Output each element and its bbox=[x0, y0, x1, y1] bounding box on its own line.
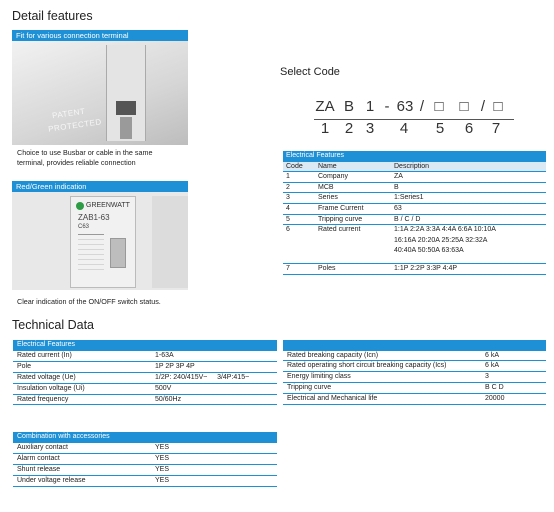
cell-label: Pole bbox=[17, 362, 32, 370]
breaker-photo bbox=[12, 192, 188, 290]
table-row bbox=[283, 383, 546, 394]
cell-code: 6 bbox=[286, 226, 290, 234]
desc-line: 1:1A 2:2A 3:3A 4:4A 6:6A 10:10A bbox=[394, 226, 496, 234]
select-code-positions bbox=[312, 120, 506, 137]
table-row bbox=[283, 172, 546, 183]
cell-label: Rated voltage (Ue) bbox=[17, 373, 76, 381]
cell-label: Rated operating short circuit breaking capacity (Ics) bbox=[287, 362, 447, 370]
table-title: Electrical Features bbox=[13, 340, 277, 350]
cell-description: B bbox=[394, 183, 399, 191]
code-token: □ bbox=[459, 98, 469, 115]
cell-value: 500V bbox=[155, 384, 172, 392]
table-row bbox=[283, 203, 546, 214]
code-token: / bbox=[419, 98, 425, 115]
table-row bbox=[13, 464, 277, 475]
table-row bbox=[13, 475, 277, 486]
cell-value: 1P 2P 3P 4P bbox=[155, 362, 195, 370]
table-row bbox=[13, 453, 277, 464]
table-row bbox=[283, 361, 546, 372]
cell-name: Company bbox=[318, 173, 348, 181]
table-row bbox=[283, 350, 546, 361]
cell-description: 1:1P 2:2P 3:3P 4:4P bbox=[394, 265, 458, 273]
cell-value: 50/60Hz bbox=[155, 395, 182, 403]
code-features-table bbox=[283, 151, 546, 275]
cell-value: YES bbox=[155, 476, 170, 484]
cell-label: Shunt release bbox=[17, 465, 61, 473]
cell-value: B C D bbox=[485, 384, 504, 392]
cell-code: 1 bbox=[286, 173, 290, 181]
table-row bbox=[13, 361, 277, 372]
code-position: 4 bbox=[399, 120, 409, 137]
accessories-table bbox=[13, 432, 277, 487]
cell-label: Energy limiting class bbox=[287, 373, 351, 381]
cell-label: Rated frequency bbox=[17, 395, 69, 403]
cell-name: Poles bbox=[318, 265, 336, 273]
cell-description bbox=[391, 225, 546, 264]
green-indicator-icon bbox=[76, 202, 84, 210]
cell-label: Alarm contact bbox=[17, 454, 60, 462]
table-row bbox=[283, 225, 546, 264]
cell-name: MCB bbox=[318, 183, 334, 191]
code-token: / bbox=[480, 98, 486, 115]
code-position: 5 bbox=[435, 120, 445, 137]
table-row bbox=[13, 350, 277, 361]
cell-description: 63 bbox=[394, 204, 402, 212]
panel1-caption-line2: terminal, provides reliable connection bbox=[17, 158, 136, 167]
cell-label: Insulation voltage (Ui) bbox=[17, 384, 85, 392]
code-position: 2 bbox=[344, 120, 354, 137]
code-position: 3 bbox=[365, 120, 375, 137]
table-row bbox=[283, 264, 546, 275]
detail-features-title: Detail features bbox=[12, 9, 93, 23]
panel-connection-terminal bbox=[12, 30, 188, 145]
cell-value: 1-63A bbox=[155, 351, 174, 359]
code-token: B bbox=[343, 98, 354, 115]
table-title: Combination with accessories bbox=[13, 432, 277, 442]
patent-stamp-line2: PROTECTED bbox=[47, 117, 103, 134]
brand-label: GREENWATT bbox=[86, 202, 130, 209]
cell-value: YES bbox=[155, 454, 170, 462]
table-row bbox=[283, 214, 546, 225]
code-token: 63 bbox=[396, 98, 414, 115]
table-title: Electrical Features bbox=[283, 151, 546, 161]
table-row bbox=[13, 442, 277, 453]
panel1-caption-line1: Choice to use Busbar or cable in the same bbox=[17, 148, 153, 157]
cell-code: 7 bbox=[286, 265, 290, 273]
table-row bbox=[13, 383, 277, 394]
table-row bbox=[283, 372, 546, 383]
cell-value: 20000 bbox=[485, 395, 505, 403]
panel-header: Fit for various connection terminal bbox=[12, 30, 188, 41]
cell-label: Rated current (In) bbox=[17, 351, 72, 359]
code-position: 7 bbox=[491, 120, 501, 137]
cell-description: 1:Series1 bbox=[394, 194, 424, 202]
table-row bbox=[283, 394, 546, 405]
desc-line: 16:16A 20:20A 25:25A 32:32A bbox=[394, 236, 488, 244]
cell-value: YES bbox=[155, 465, 170, 473]
code-token: □ bbox=[434, 98, 444, 115]
cell-name: Frame Current bbox=[318, 204, 364, 212]
cell-label: Auxiliary contact bbox=[17, 443, 68, 451]
code-token: □ bbox=[493, 98, 503, 115]
technical-data-title: Technical Data bbox=[12, 318, 94, 332]
cell-code: 3 bbox=[286, 194, 290, 202]
cell-name: Series bbox=[318, 194, 338, 202]
cell-value: 3 bbox=[485, 373, 489, 381]
desc-line: 40:40A 50:50A 63:63A bbox=[394, 247, 464, 255]
panel-header: Red/Green indication bbox=[12, 181, 188, 192]
table-row bbox=[13, 372, 277, 383]
technical-left-table bbox=[13, 340, 277, 405]
col-header-name: Name bbox=[315, 161, 391, 172]
code-token: - bbox=[384, 98, 390, 115]
code-position: 1 bbox=[320, 120, 330, 137]
cell-value: YES bbox=[155, 443, 170, 451]
cell-description: B / C / D bbox=[394, 215, 421, 223]
panel2-caption: Clear indication of the ON/OFF switch status. bbox=[17, 297, 161, 306]
cell-value: 6 kA bbox=[485, 351, 500, 359]
rating-label: C63 bbox=[78, 224, 90, 230]
panel-red-green-indication bbox=[12, 181, 188, 290]
code-token: 1 bbox=[365, 98, 375, 115]
cell-description: ZA bbox=[394, 173, 403, 181]
terminal-photo bbox=[12, 41, 188, 145]
cell-label: Tripping curve bbox=[287, 384, 332, 392]
toggle-lever bbox=[110, 238, 126, 268]
cell-value: 6 kA bbox=[485, 362, 500, 370]
cell-code: 2 bbox=[286, 183, 290, 191]
cell-value: 1/2P: 240/415V~ 3/4P:415~ bbox=[155, 373, 250, 381]
table-row bbox=[283, 182, 546, 193]
col-header-description: Description bbox=[391, 161, 546, 172]
cell-code: 5 bbox=[286, 215, 290, 223]
cell-label: Electrical and Mechanical life bbox=[287, 395, 378, 403]
code-position: 6 bbox=[464, 120, 474, 137]
cell-name: Tripping curve bbox=[318, 215, 363, 223]
table-row bbox=[283, 193, 546, 204]
table-row bbox=[13, 394, 277, 405]
patent-stamp-line1: PATENT bbox=[51, 106, 86, 121]
col-header-code: Code bbox=[283, 161, 315, 172]
select-code-tokens bbox=[312, 98, 508, 115]
cell-name: Rated current bbox=[318, 226, 361, 234]
cell-label: Under voltage release bbox=[17, 476, 86, 484]
cell-label: Rated breaking capacity (Icn) bbox=[287, 351, 379, 359]
model-label: ZAB1-63 bbox=[78, 213, 110, 222]
select-code-title: Select Code bbox=[280, 66, 340, 78]
cell-code: 4 bbox=[286, 204, 290, 212]
code-token: ZA bbox=[315, 98, 335, 115]
technical-right-table bbox=[283, 340, 546, 405]
